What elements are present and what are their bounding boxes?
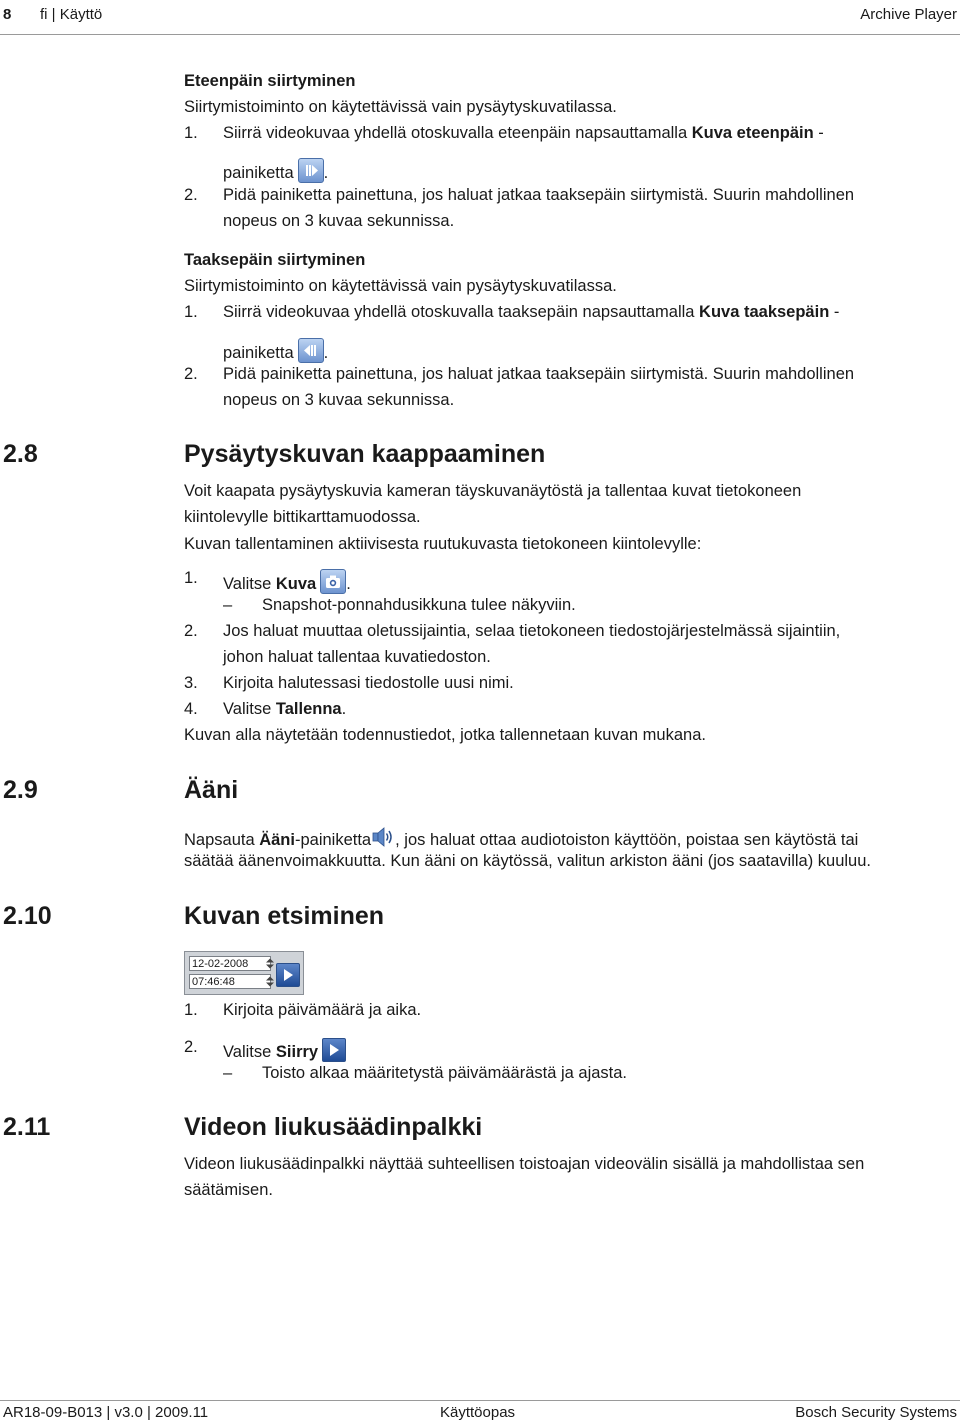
forward-intro: Siirtymistoiminto on käytettävissä vain pysäytyskuvatilassa. [184, 98, 617, 116]
backward-step1-bold: Kuva taaksepäin [699, 303, 830, 321]
s28-p1-line2: kiintolevylle bittikarttamuodossa. [184, 508, 421, 526]
s211-line2: säätämisen. [184, 1181, 273, 1199]
section-2-11-title: Videon liukusäädinpalkki [184, 1113, 483, 1141]
date-value: 12-02-2008 [192, 958, 249, 970]
time-spinner-icon[interactable] [266, 976, 274, 987]
header-divider [0, 34, 960, 35]
footer-company: Bosch Security Systems [795, 1404, 957, 1421]
s28-step1-number: 1. [184, 569, 198, 587]
s211-line1: Videon liukusäädinpalkki näyttää suhteellisen toistoajan videovälin sisällä ja mahdollistaa sen [184, 1155, 865, 1173]
frame-forward-icon[interactable] [298, 158, 324, 183]
header-product: Archive Player [860, 6, 957, 23]
section-2-10-title: Kuvan etsiminen [184, 902, 385, 930]
s210-dash: – [223, 1064, 233, 1082]
page-number: 8 [3, 6, 12, 23]
footer-divider [0, 1400, 960, 1401]
backward-step1-line2 [223, 338, 328, 363]
backward-step1-number: 1. [184, 303, 198, 321]
forward-heading: Eteenpäin siirtyminen [184, 72, 356, 90]
go-button-inline-icon[interactable] [322, 1038, 346, 1062]
camera-icon[interactable] [320, 569, 346, 594]
s210-step2-label: Valitse [223, 1043, 276, 1061]
s28-step4-text [223, 700, 346, 719]
s210-step1-text: Kirjoita päivämäärä ja aika. [223, 1001, 422, 1019]
s210-step2-text [223, 1038, 346, 1062]
footer-doc-type: Käyttöopas [440, 1404, 516, 1421]
forward-step1-text [223, 124, 824, 143]
backward-step2-line2: nopeus on 3 kuvaa sekunnissa. [223, 391, 455, 409]
s210-step2-number: 2. [184, 1038, 198, 1056]
s210-step1-number: 1. [184, 1001, 198, 1019]
s28-step4-period: . [341, 700, 347, 718]
backward-step1-painiketta: painiketta [223, 344, 294, 362]
s210-step2-bold: Siirry [275, 1043, 319, 1061]
s29-line1-end: , jos haluat ottaa audiotoiston käyttöön, poistaa sen käytöstä tai [395, 831, 859, 849]
s28-step2-line2: johon haluat tallentaa kuvatiedoston. [223, 648, 491, 666]
backward-step2-number: 2. [184, 365, 198, 383]
s210-sub1: Toisto alkaa määritetystä päivämäärästä ja ajasta. [262, 1064, 628, 1082]
s28-step2-number: 2. [184, 622, 198, 640]
s28-p1-line1: Voit kaapata pysäytyskuvia kameran täyskuvanäytöstä ja tallentaa kuvat tietokoneen [184, 482, 802, 500]
backward-step1-text [223, 303, 839, 322]
forward-step1-painiketta: painiketta [223, 164, 294, 182]
time-value: 07:46:48 [192, 976, 235, 988]
s29-line1 [184, 826, 858, 850]
section-2-9-number: 2.9 [3, 776, 38, 804]
s28-step1-period: . [346, 575, 351, 593]
s28-p3: Kuvan alla näytetään todennustiedot, jotka tallennetaan kuvan mukana. [184, 726, 706, 744]
s29-line1-bold: Ääni [259, 831, 295, 849]
s28-p2: Kuvan tallentaminen aktiivisesta ruutukuvasta tietokoneen kiintolevylle: [184, 535, 702, 553]
s28-step1-bold: Kuva [275, 575, 317, 593]
forward-step2-line1: Pidä painiketta painettuna, jos haluat jatkaa taaksepäin siirtymistä. Suurin mahdollinen [223, 186, 855, 204]
s29-line2: säätää äänenvoimakkuutta. Kun ääni on käytössä, valitun arkiston ääni (jos saatavilla) kuuluu. [184, 852, 871, 870]
backward-heading: Taaksepäin siirtyminen [184, 251, 366, 269]
speaker-icon[interactable] [371, 826, 395, 848]
footer-doc-id: AR18-09-B013 | v3.0 | 2009.11 [3, 1404, 209, 1421]
backward-intro: Siirtymistoiminto on käytettävissä vain pysäytyskuvatilassa. [184, 277, 617, 295]
s29-line1-start: Napsauta [184, 831, 260, 849]
s28-dash: – [223, 596, 233, 614]
go-button[interactable] [276, 963, 300, 987]
forward-step1-label: Siirrä videokuvaa yhdellä otoskuvalla eteenpäin napsauttamalla [223, 124, 692, 142]
s28-step2-line1: Jos haluat muuttaa oletussijaintia, selaa tietokoneen tiedostojärjestelmässä sijaintiin, [223, 622, 841, 640]
section-2-8-number: 2.8 [3, 440, 38, 468]
forward-step1-number: 1. [184, 124, 198, 142]
section-2-11-number: 2.11 [3, 1113, 51, 1141]
time-input[interactable] [189, 974, 271, 989]
section-2-8-title: Pysäytyskuvan kaappaaminen [184, 440, 546, 468]
forward-step1-bold: Kuva eteenpäin [691, 124, 814, 142]
date-spinner-icon[interactable] [266, 958, 274, 969]
s29-line1-painiketta: -painiketta [294, 831, 372, 849]
section-2-9-title: Ääni [184, 776, 239, 804]
play-arrow-icon [277, 964, 299, 986]
backward-step1-period: . [323, 344, 329, 362]
s28-sub1: Snapshot-ponnahdusikkuna tulee näkyviin. [262, 596, 576, 614]
frame-backward-icon[interactable] [298, 338, 324, 363]
s28-step4-bold: Tallenna [275, 700, 342, 718]
s28-step4-label: Valitse [223, 700, 276, 718]
s28-step1-label: Valitse [223, 575, 276, 593]
forward-step2-line2: nopeus on 3 kuvaa sekunnissa. [223, 212, 455, 230]
s28-step4-number: 4. [184, 700, 198, 718]
s28-step3-number: 3. [184, 674, 198, 692]
date-input[interactable] [189, 956, 271, 971]
forward-step1-end: - [813, 124, 824, 142]
section-2-10-number: 2.10 [3, 902, 52, 930]
forward-step2-number: 2. [184, 186, 198, 204]
backward-step2-line1: Pidä painiketta painettuna, jos haluat jatkaa taaksepäin siirtymistä. Suurin mahdollinen [223, 365, 855, 383]
date-time-search-widget [184, 951, 304, 995]
backward-step1-end: - [829, 303, 840, 321]
s28-step3-text: Kirjoita halutessasi tiedostolle uusi nimi. [223, 674, 514, 692]
s28-step1-text [223, 569, 351, 594]
header-section: fi | Käyttö [40, 6, 103, 23]
backward-step1-label: Siirrä videokuvaa yhdellä otoskuvalla taaksepäin napsauttamalla [223, 303, 700, 321]
forward-step1-line2 [223, 158, 328, 183]
forward-step1-period: . [323, 164, 329, 182]
